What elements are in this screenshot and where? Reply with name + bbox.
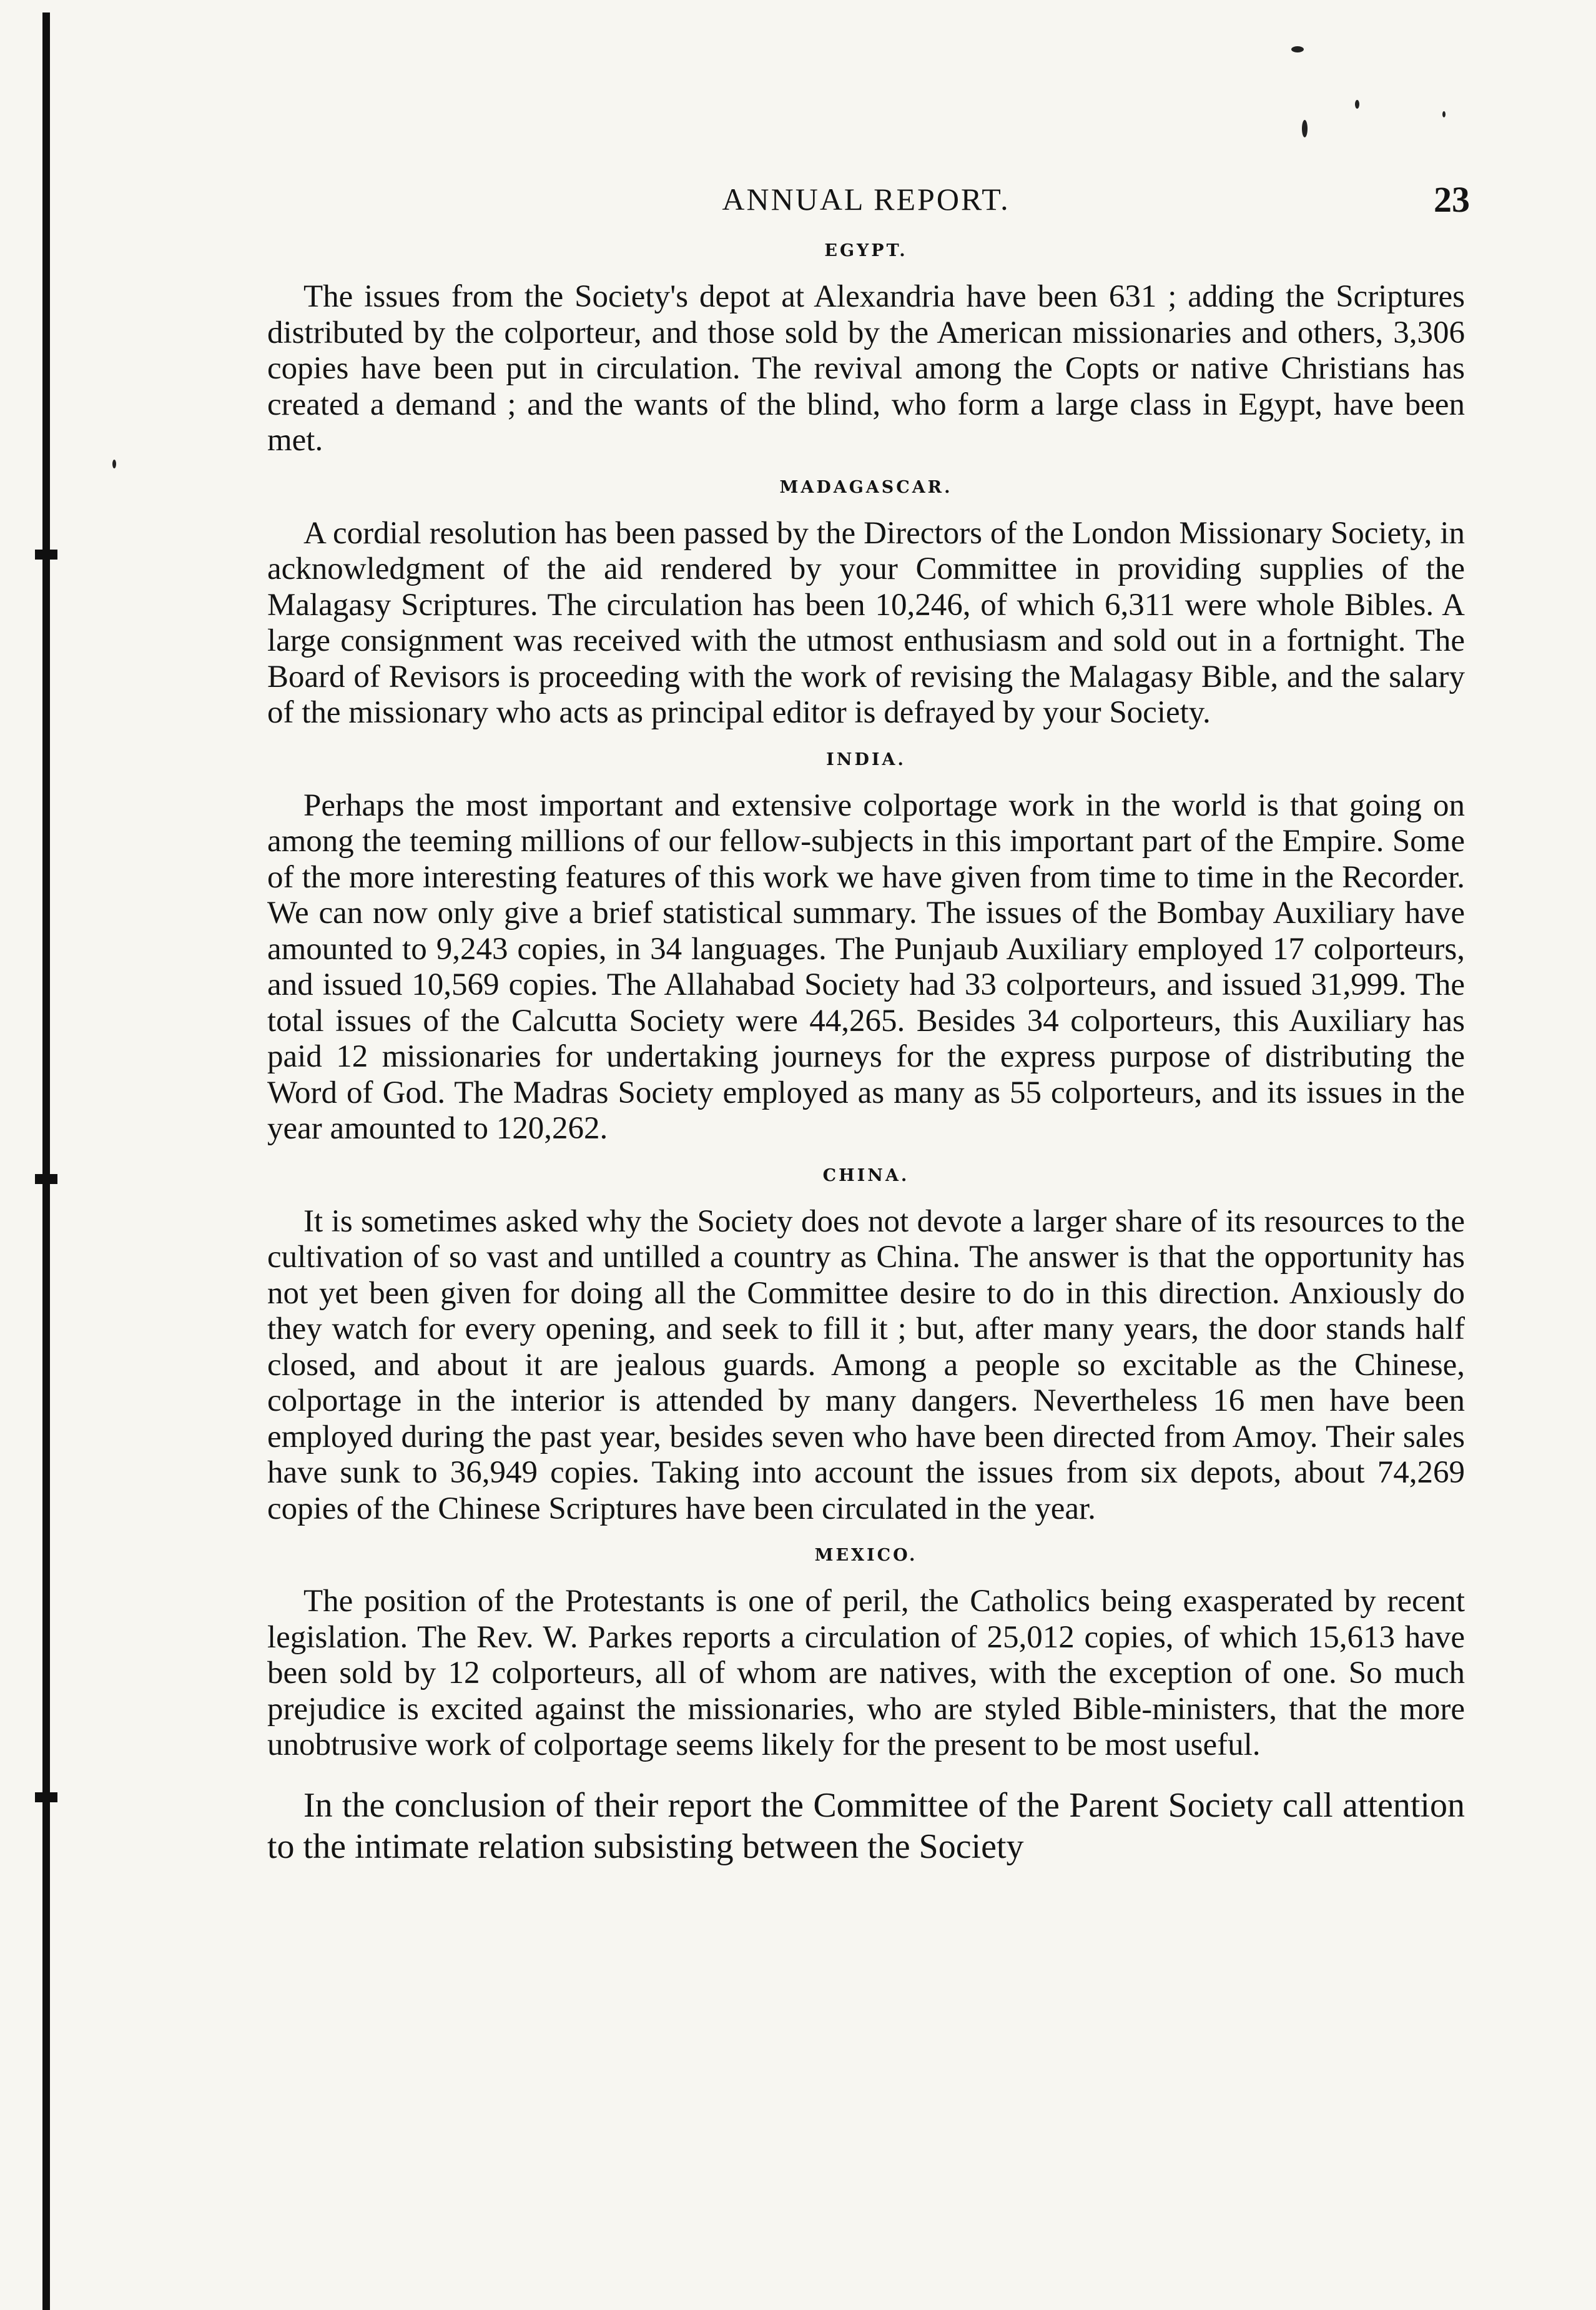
page-number: 23 (1434, 179, 1470, 220)
ink-speck (1442, 111, 1446, 117)
ink-speck (1302, 120, 1308, 137)
binding-mark (35, 1174, 57, 1184)
section-india (267, 750, 1465, 1147)
section-paragraph: The issues from the Society's depot at Alexandria have been 631 ; adding the Scriptures distributed by the colporteur, and those sold by the American missionaries and others, 3,306 copies have been put in circulation. The revival among the Copts or native Christians has created a demand ; and the wants of the blind, who form a large class in Egypt, have been met. (267, 279, 1465, 458)
page-content (267, 179, 1470, 1886)
section-paragraph: A cordial resolution has been passed by the Directors of the London Missionary Society, in acknowledgment of the aid rendered by your Committee in providing supplies of the Malagasy Scriptures. The circulation has been 10,246, of which 6,311 were whole Bibles. A large consignment was received with the utmost enthusiasm and sold out in a fortnight. The Board of Revisors is proceeding with the work of revising the Malagasy Bible, and the salary of the missionary who acts as principal editor is defrayed by your Society. (267, 515, 1465, 730)
ink-speck (1291, 46, 1304, 52)
section-heading: MEXICO. (814, 1546, 918, 1565)
ink-speck (1355, 100, 1359, 109)
section-paragraph: Perhaps the most important and extensive colportage work in the world is that going on among the teeming millions of our fellow-subjects in this important part of the Empire. Some of the more interesting features of this work we have given from time to time in the Recorder. We can now only give a brief statistical summary. The issues of the Bombay Auxiliary have amounted to 9,243 copies, in 34 languages. The Punjaub Auxiliary employed 17 colporteurs, and issued 10,569 copies. The Allahabad Society had 33 colporteurs, and issued 31,999. The total issues of the Calcutta Society were 44,265. Besides 34 colporteurs, this Auxiliary has paid 12 missionaries for undertaking journeys for the express purpose of distributing the Word of God. The Madras Society employed as many as 55 colporteurs, and its issues in the year amounted to 120,262. (267, 787, 1465, 1146)
section-madagascar (267, 478, 1465, 731)
conclusion-paragraph: In the conclusion of their report the Committee of the Parent Society call attention to the intimate relation subsisting between the Society (267, 1785, 1465, 1866)
section-heading: MADAGASCAR. (779, 477, 953, 497)
section-china (267, 1166, 1465, 1528)
section-egypt (267, 241, 1465, 459)
section-paragraph: The position of the Protestants is one of peril, the Catholics being exasperated by recent legislation. The Rev. W. Parkes reports a circulation of 25,012 copies, of which 15,613 have been sold by 12 colporteurs, all of whom are natives, with the exception of one. So much prejudice is excited against the missionaries, who are styled Bible-ministers, that the more unobtrusive work of colportage seems likely for the present to be most useful. (267, 1584, 1465, 1762)
section-heading: EGYPT. (824, 241, 908, 260)
binding-mark (35, 550, 57, 560)
running-head (267, 179, 1470, 230)
ink-speck (112, 460, 116, 468)
section-heading: CHINA. (822, 1165, 910, 1185)
section-paragraph: It is sometimes asked why the Society does not devote a larger share of its resources to the cultivation of so vast and untilled a country as China. The answer is that the opportunity has not yet been given for doing all the Committee desire to do in this direction. Anxiously do they watch for every opening, and seek to fill it ; but, after many years, the door stands half closed, and about it are jealous guards. Among a people so excitable as the Chinese, colportage in the interior is attended by many dangers. Nevertheless 16 men have been employed during the past year, besides seven who have been directed from Amoy. Their sales have sunk to 36,949 copies. Taking into account the issues from six depots, about 74,269 copies of the Chinese Scriptures have been circulated in the year. (267, 1203, 1465, 1526)
section-mexico (267, 1546, 1465, 1764)
section-heading: INDIA. (826, 749, 906, 769)
binding-edge (42, 12, 50, 2310)
running-title: ANNUAL REPORT. (722, 182, 1010, 217)
binding-mark (35, 1792, 57, 1802)
